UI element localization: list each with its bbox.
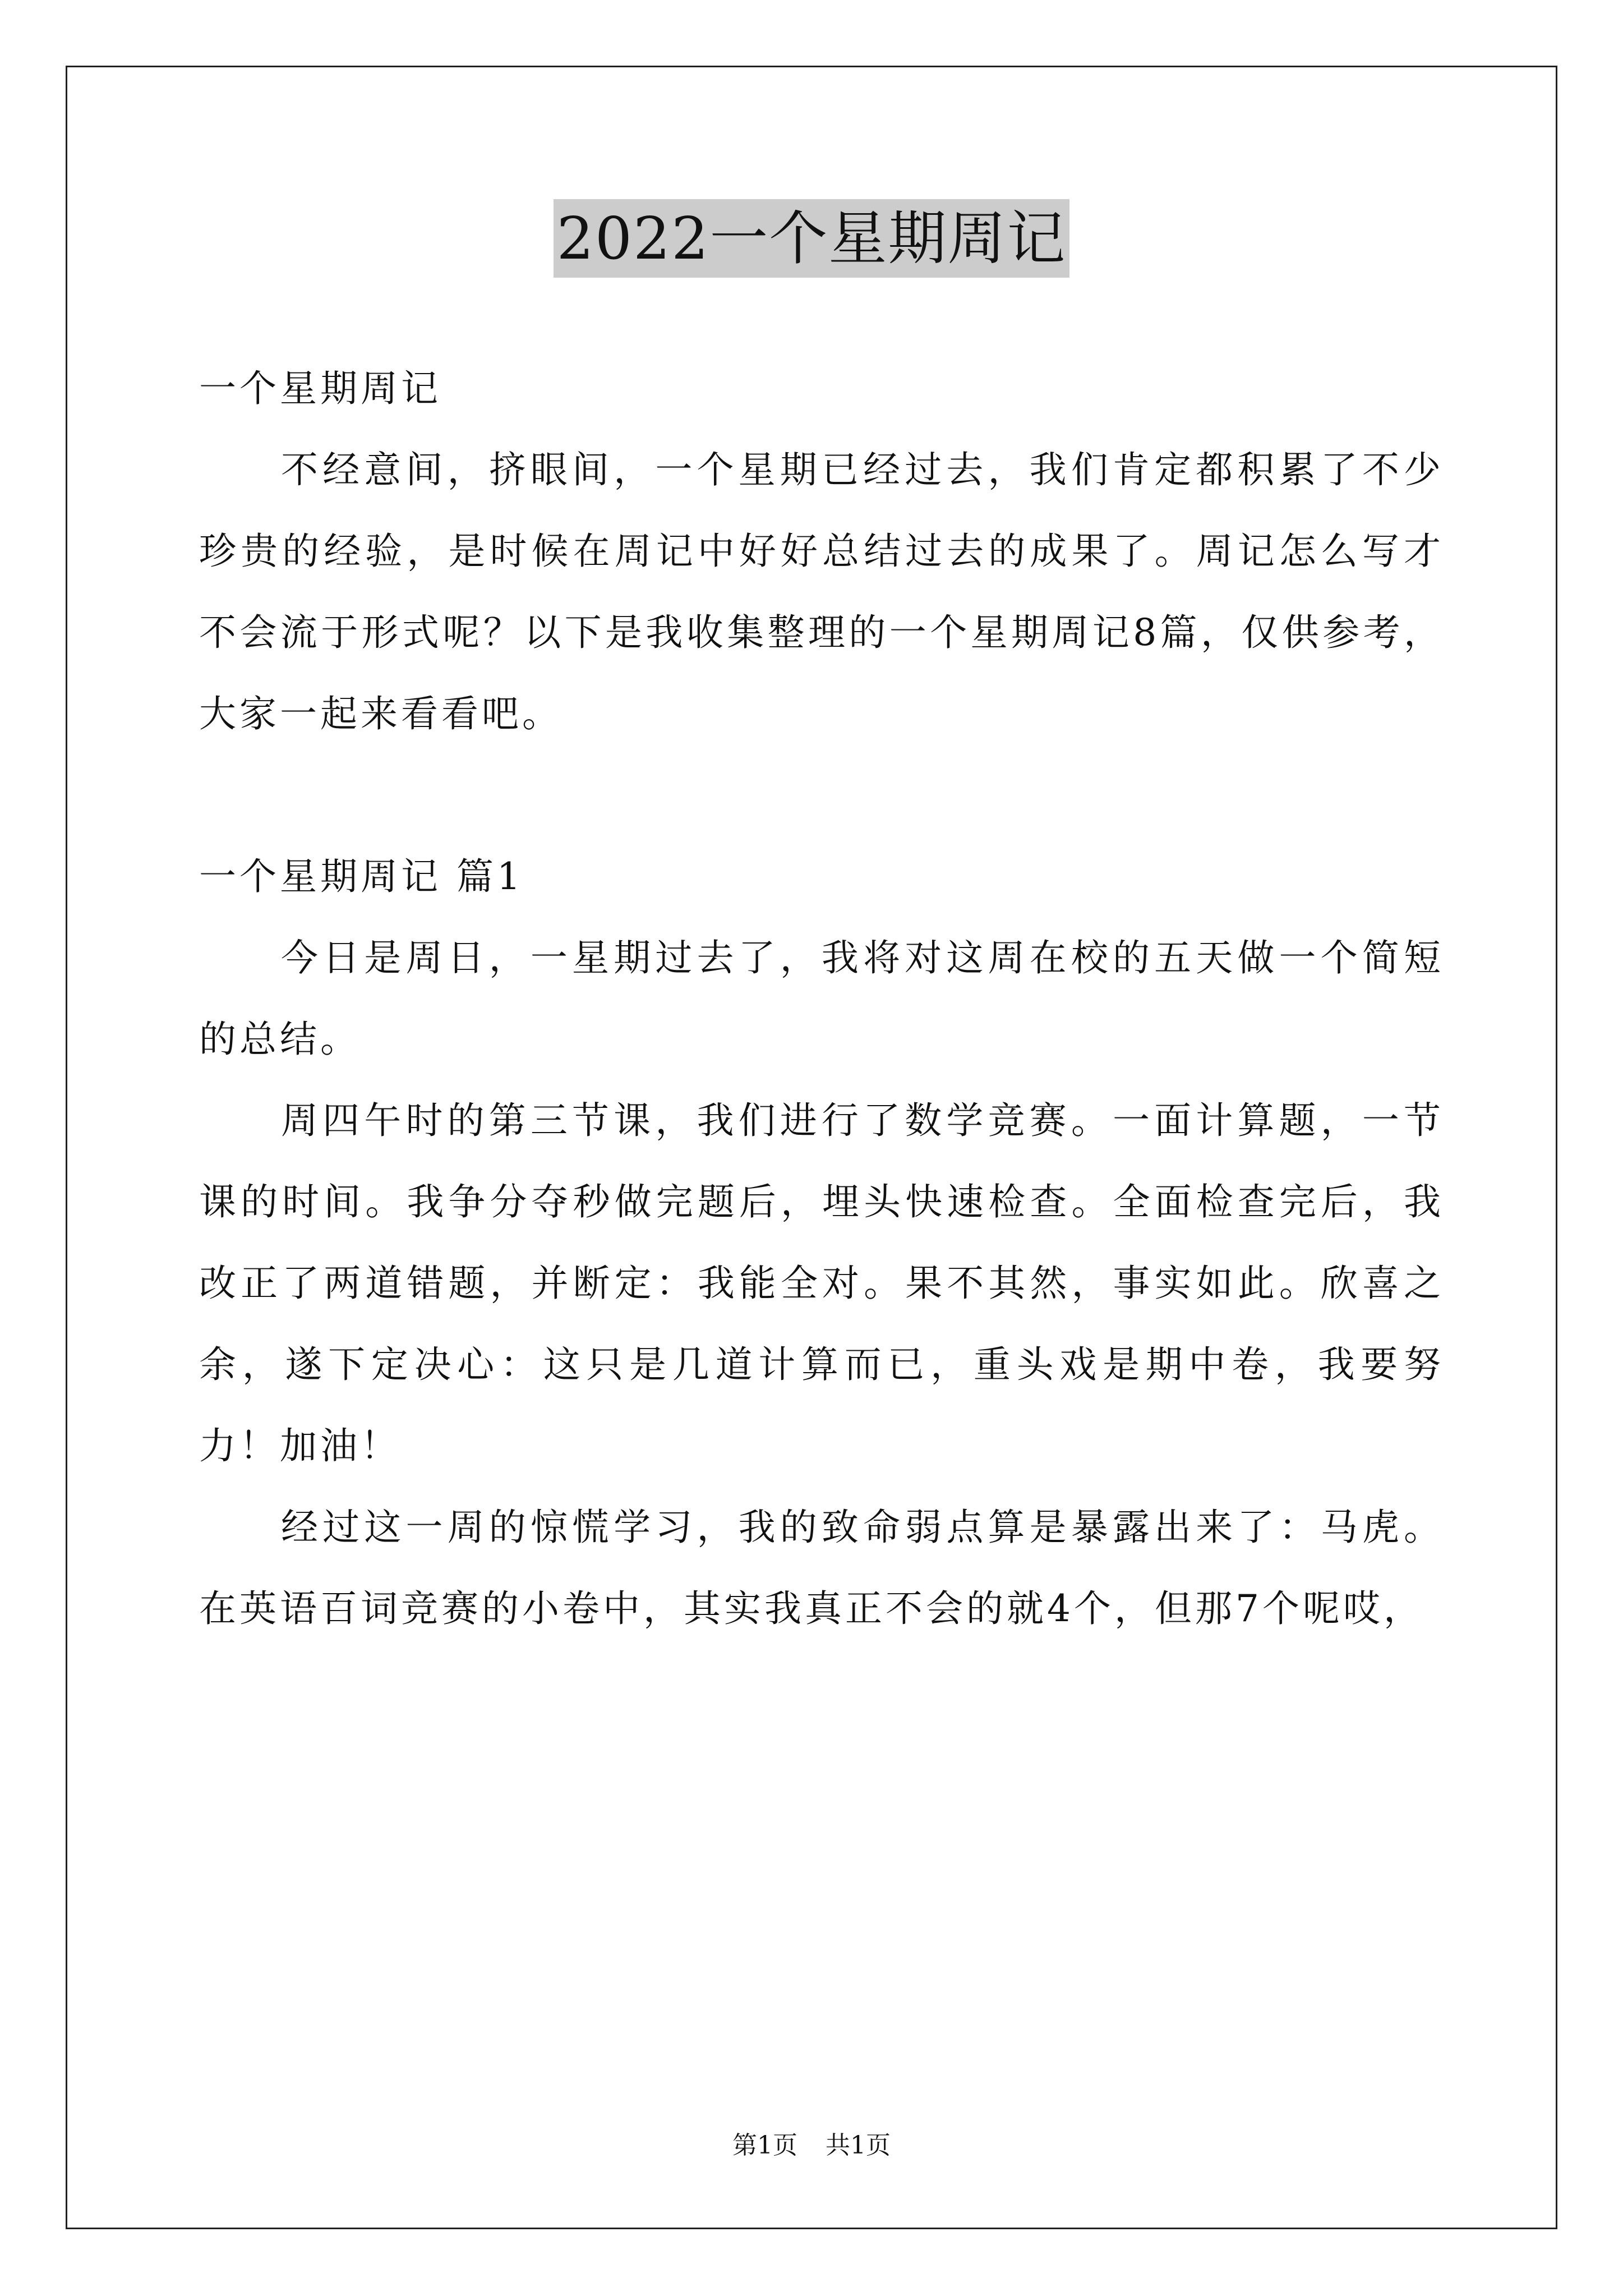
section-paragraph: 周四午时的第三节课，我们进行了数学竞赛。一面计算题，一节课的时间。我争分夺秒做完题后，埋头快速检查。全面检查完后，我改正了两道错题，并断定：我能全对。果不其然，事实如此。欣喜之余，遂下定决心：这只是几道计算而已，重头戏是期中卷，我要努力！加油！ bbox=[199, 1099, 1444, 1467]
section-heading: 一个星期周记 篇1 bbox=[199, 855, 524, 898]
intro-heading: 一个星期周记 bbox=[199, 367, 441, 410]
title-area bbox=[0, 199, 1623, 278]
section-paragraph: 经过这一周的惊慌学习，我的致命弱点算是暴露出来了：马虎。在英语百词竞赛的小卷中，其实我真正不会的就4个，但那7个呢哎， bbox=[199, 1506, 1444, 1630]
section-paragraph: 今日是周日，一星期过去了，我将对这周在校的五天做一个简短的总结。 bbox=[199, 936, 1444, 1061]
page-number-current: 第1页 bbox=[732, 2131, 797, 2160]
page-number-total: 共1页 bbox=[826, 2131, 891, 2160]
section-spacer bbox=[199, 754, 1444, 836]
intro-paragraph: 不经意间，挤眼间，一个星期已经过去，我们肯定都积累了不少珍贵的经验，是时候在周记中好好总结过去的成果了。周记怎么写才不会流于形式呢？以下是我收集整理的一个星期周记8篇，仅供参考，大家一起来看看吧。 bbox=[199, 448, 1444, 735]
document-title: 2022一个星期周记 bbox=[554, 199, 1070, 278]
page-footer bbox=[0, 2129, 1623, 2162]
document-body bbox=[199, 348, 1444, 1649]
